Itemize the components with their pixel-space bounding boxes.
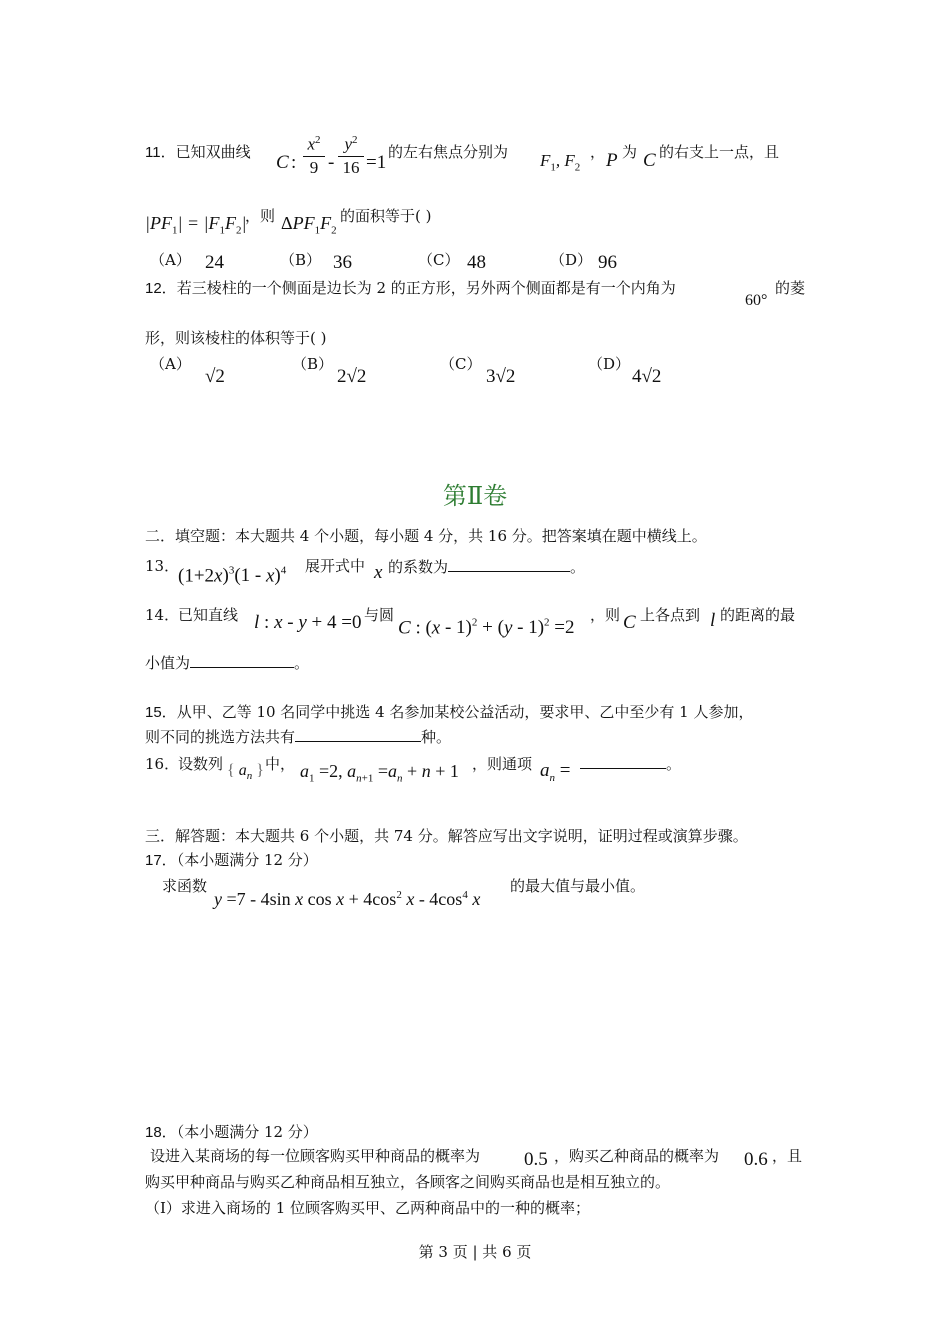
q14-circle: C : (x - 1)$^2$ + (y - 1)$^2$ =2 xyxy=(398,617,575,639)
q16-recur: $a_1 =2$, $a_{n+1} =a_n + n + 1$ xyxy=(300,761,459,785)
q12-option-a-value: √2 xyxy=(205,366,225,387)
q11-hyperbola-equation: C : $x^2$ 9 - $y^2$ 16 =1 xyxy=(276,134,387,177)
q14-line: l : x - y + 4 =0 xyxy=(254,612,362,633)
q18-part1: （Ⅰ）求进入商场的 1 位顾客购买甲、乙两种商品中的一种的概率； xyxy=(145,1199,591,1217)
q12-number: 12． xyxy=(145,280,177,297)
q17-header: 17．（本小题满分 12 分） xyxy=(145,851,318,869)
q14-text-c: ，则 xyxy=(590,606,621,624)
q14-text-a: 已知直线 xyxy=(178,606,239,624)
q14-text-b: 与圆 xyxy=(364,606,395,624)
q12-option-b-label: （B） xyxy=(292,355,334,373)
q11-option-d-label: （D） xyxy=(550,251,593,269)
q14-text-d: 上各点到 xyxy=(640,606,701,624)
q13-expr: $(1+2x)^3(1 - x)^4$ xyxy=(178,565,287,587)
q11-number: 11． xyxy=(145,144,176,161)
q13-var: x xyxy=(374,562,383,583)
q18-p1: 0.5 xyxy=(524,1149,548,1170)
q11-comma: ， xyxy=(590,143,606,161)
q18-text-b: ，购买乙种商品的概率为 xyxy=(554,1147,720,1165)
q11-option-b-value: 36 xyxy=(333,252,352,273)
q11-option-d-value: 96 xyxy=(598,252,617,273)
q12-text-b: 的菱 xyxy=(775,279,806,297)
q15-answer-blank[interactable] xyxy=(295,726,421,742)
q12-option-c-value: 3√2 xyxy=(486,366,516,387)
q14-l: l xyxy=(710,610,716,631)
q11-text-c: 为 xyxy=(622,143,638,161)
q16-text-a: 设数列 xyxy=(178,755,224,773)
q16-seq: { $a_n$ } xyxy=(227,762,264,783)
q12-text-c: 形，则该棱柱的体积等于( ) xyxy=(145,329,327,347)
q16-answer-blank[interactable] xyxy=(580,757,666,769)
q11-option-a-value: 24 xyxy=(205,252,224,273)
q12-option-c-label: （C） xyxy=(440,355,482,373)
section3-heading: 三．解答题：本大题共 6 个小题，共 74 分。解答应写出文字说明，证明过程或演算步骤。 xyxy=(145,827,748,845)
q11-curve: C xyxy=(643,150,656,171)
q11-option-c-label: （C） xyxy=(418,251,460,269)
q16-text-c: ，则通项 xyxy=(472,755,533,773)
q11-triangle: $\Delta PF_1F_2$ xyxy=(281,213,337,237)
section-title: 第Ⅱ卷 xyxy=(442,482,508,510)
q18-header: 18．（本小题满分 12 分） xyxy=(145,1123,318,1141)
q14-text-e: 的距离的最 xyxy=(720,606,796,624)
q11-option-c-value: 48 xyxy=(467,252,486,273)
q13-text-b: 的系数为 。 xyxy=(388,558,586,576)
q11-text-a: 已知双曲线 xyxy=(175,143,251,161)
q12-text-a: 若三棱柱的一个侧面是边长为 2 的正方形，另外两个侧面都是有一个内角为 xyxy=(176,279,676,297)
q11-condition: $|PF_1| = |F_1F_2|$ xyxy=(145,213,247,237)
q11-text-f: 的面积等于( ) xyxy=(340,207,432,225)
q11-text-e: ，则 xyxy=(245,207,276,225)
q11-point: P xyxy=(606,150,618,171)
q14-line2: 小值为 。 xyxy=(145,654,310,672)
q18-p2: 0.6 xyxy=(744,1149,768,1170)
q11-line1 xyxy=(145,142,251,163)
q12-option-d-label: （D） xyxy=(588,355,631,373)
q18-text-d: 购买甲种商品与购买乙种商品相互独立，各顾客之间购买商品也是相互独立的。 xyxy=(145,1173,671,1191)
q17-text-b: 的最大值与最小值。 xyxy=(510,877,646,895)
q18-text-c: ，且 xyxy=(772,1147,803,1165)
q17-text-a: 求函数 xyxy=(162,877,208,895)
q11-option-b-label: （B） xyxy=(280,251,322,269)
q13-text-a: 展开式中 xyxy=(305,557,366,575)
q12-angle: 60° xyxy=(745,292,768,309)
section2-heading: 二．填空题：本大题共 4 个小题，每小题 4 分，共 16 分。把答案填在题中横线上。 xyxy=(145,527,707,545)
q14-answer-blank[interactable] xyxy=(190,652,294,668)
q13-number: 13． xyxy=(145,557,180,575)
q11-text-d: 的右支上一点，且 xyxy=(659,143,780,161)
q12-option-d-value: 4√2 xyxy=(632,366,662,387)
q11-foci: $F_1$, $F_2$ xyxy=(540,151,581,174)
q12-line1 xyxy=(145,278,676,299)
q16-text-b: 中， xyxy=(265,755,296,773)
q18-text-a: 设进入某商场的每一位顾客购买甲种商品的概率为 xyxy=(150,1147,481,1165)
q11-option-a-label: （A） xyxy=(150,251,191,269)
q12-option-b-value: 2√2 xyxy=(337,366,367,387)
q14-c: C xyxy=(623,612,636,633)
q16-answer: 。 xyxy=(580,754,681,774)
page-footer: 第 3 页 | 共 6 页 xyxy=(418,1243,532,1261)
q16-an: $a_n$ = xyxy=(540,760,571,784)
q12-option-a-label: （A） xyxy=(150,355,191,373)
q15-line2: 则不同的挑选方法共有 种。 xyxy=(145,728,452,746)
q14-number: 14． xyxy=(145,606,180,624)
q16-number: 16． xyxy=(145,755,180,773)
q13-answer-blank[interactable] xyxy=(448,556,570,572)
q15-line1: 15．从甲、乙等 10 名同学中挑选 4 名参加某校公益活动，要求甲、乙中至少有 1 人参加， xyxy=(145,703,754,721)
q11-text-b: 的左右焦点分别为 xyxy=(388,143,509,161)
q17-func: y =7 - 4sin x $\cos x + 4\cos^2$ x - $4\cos^4$ x xyxy=(214,889,481,909)
